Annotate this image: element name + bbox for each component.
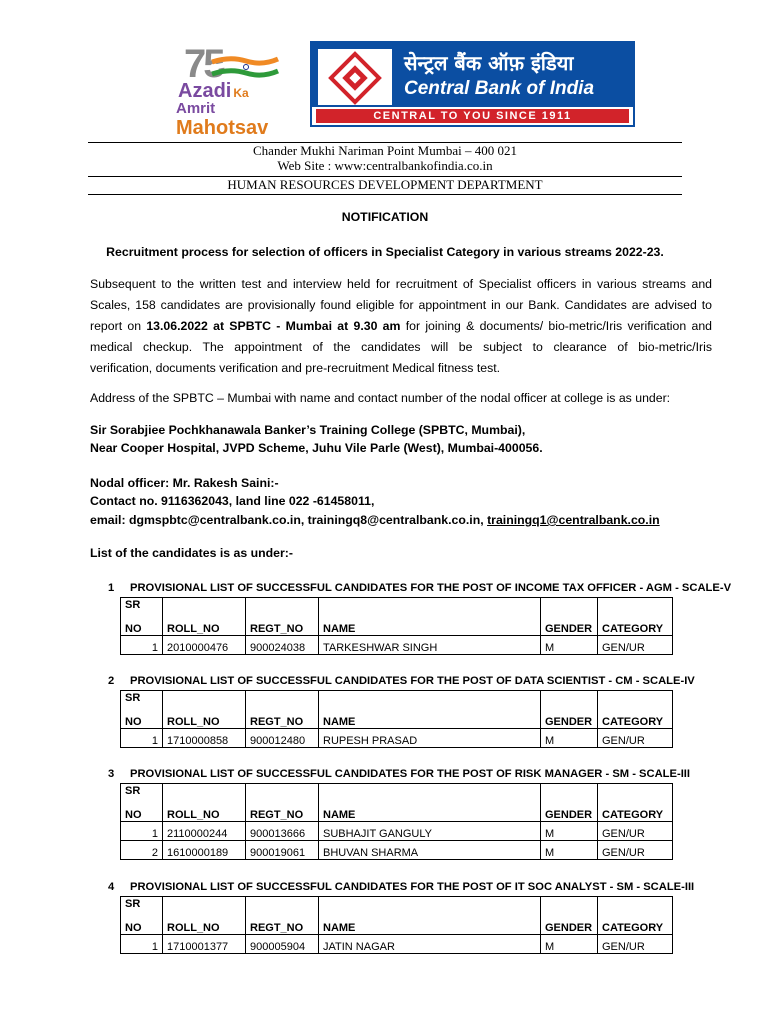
- col-name: NAME: [319, 617, 541, 636]
- col-regt: REGT_NO: [246, 710, 319, 729]
- table-row: 1 2010000476 900024038 TARKESHWAR SINGH M GEN/UR: [121, 636, 673, 655]
- col-roll: ROLL_NO: [163, 617, 246, 636]
- col-roll: ROLL_NO: [163, 916, 246, 935]
- para-line-1: Subsequent to the written test and interview held for recruitment of Specialist officers in various streams and: [90, 277, 712, 291]
- nodal-officer: Nodal officer: Mr. Rakesh Saini:-: [90, 476, 279, 490]
- bank-website: Web Site : www:centralbankofindia.co.in: [277, 158, 493, 173]
- col-gender: GENDER: [541, 617, 598, 636]
- department-title: HUMAN RESOURCES DEVELOPMENT DEPARTMENT: [227, 177, 543, 192]
- azadi-ka-amrit-mahotsav-logo: [172, 42, 307, 139]
- col-regt: REGT_NO: [246, 916, 319, 935]
- notification-title: NOTIFICATION: [341, 210, 429, 224]
- col-sr: NO: [121, 710, 163, 729]
- notification-paragraph: [90, 274, 712, 379]
- section-title: 1 PROVISIONAL LIST OF SUCCESSFUL CANDIDATES FOR THE POST OF INCOME TAX OFFICER - AGM - SCALE-V: [108, 582, 732, 594]
- col-sr: NO: [121, 617, 163, 636]
- col-sr: NO: [121, 803, 163, 822]
- col-category: CATEGORY: [598, 710, 673, 729]
- bank-address: Chander Mukhi Nariman Point Mumbai – 400 021: [253, 143, 517, 158]
- para-line-5: verification, documents verification and pre-recruitment Medical fitness test.: [90, 361, 501, 375]
- table-header-row: [121, 916, 673, 935]
- candidate-table: [120, 896, 673, 954]
- list-intro: List of the candidates is as under:-: [90, 546, 293, 560]
- col-roll: ROLL_NO: [163, 803, 246, 822]
- col-name: NAME: [319, 916, 541, 935]
- col-sr-top: SR: [121, 598, 163, 617]
- col-gender: GENDER: [541, 803, 598, 822]
- table-header-row: [121, 803, 673, 822]
- para-line-3: report on 13.06.2022 at SPBTC - Mumbai at 9.30 am for joining & documents/ bio-metric/Iris verification and: [90, 319, 712, 333]
- bank-name-hindi: सेन्ट्रल बैंक ऑफ़ इंडिया: [404, 51, 574, 75]
- table-header-row: [121, 710, 673, 729]
- azadi-number: 75: [184, 42, 223, 86]
- contact-numbers: Contact no. 9116362043, land line 022 -61458011,: [90, 494, 375, 508]
- central-bank-logo: [310, 41, 635, 127]
- table-row: 1 1710000858 900012480 RUPESH PRASAD M GEN/UR: [121, 729, 673, 748]
- table-row: 1 1710001377 900005904 JATIN NAGAR M GEN/UR: [121, 935, 673, 954]
- col-category: CATEGORY: [598, 803, 673, 822]
- table-header-row: [121, 617, 673, 636]
- section-title: 4 PROVISIONAL LIST OF SUCCESSFUL CANDIDATES FOR THE POST OF IT SOC ANALYST - SM - SCALE-III: [108, 881, 695, 893]
- col-category: CATEGORY: [598, 916, 673, 935]
- col-sr-top: SR: [121, 897, 163, 916]
- tagline: CENTRAL TO YOU SINCE 1911: [316, 109, 629, 123]
- col-regt: REGT_NO: [246, 617, 319, 636]
- col-sr-top: SR: [121, 784, 163, 803]
- col-category: CATEGORY: [598, 617, 673, 636]
- bank-name: Central Bank of India: [404, 78, 595, 99]
- col-gender: GENDER: [541, 916, 598, 935]
- section-title: 3 PROVISIONAL LIST OF SUCCESSFUL CANDIDATES FOR THE POST OF RISK MANAGER - SM - SCALE-III: [108, 768, 691, 780]
- col-roll: ROLL_NO: [163, 710, 246, 729]
- table-row: 2 1610000189 900019061 BHUVAN SHARMA M GEN/UR: [121, 841, 673, 860]
- candidate-table: [120, 690, 673, 748]
- col-name: NAME: [319, 803, 541, 822]
- candidate-table: [120, 597, 673, 655]
- col-gender: GENDER: [541, 710, 598, 729]
- candidate-table: [120, 783, 673, 860]
- col-sr: NO: [121, 916, 163, 935]
- table-row: 1 2110000244 900013666 SUBHAJIT GANGULY M GEN/UR: [121, 822, 673, 841]
- tagline-strip: [312, 105, 633, 125]
- col-sr-top: SR: [121, 691, 163, 710]
- para-line-2: Scales, 158 candidates are provisionally found eligible for appointment in our Bank. Candidates are advised to: [90, 298, 712, 312]
- reporting-date: 13.06.2022 at SPBTC - Mumbai at 9.30 am: [146, 319, 401, 333]
- notification-subject: Recruitment process for selection of officers in Specialist Category in various streams 2022-23.: [106, 245, 664, 259]
- para-line-4: medical checkup. The appointment of the candidates will be subject to clearance of bio-metric/Iris: [90, 340, 712, 354]
- college-address-line-2: Near Cooper Hospital, JVPD Scheme, Juhu Vile Parle (West), Mumbai-400056.: [90, 441, 543, 455]
- section-title: 2 PROVISIONAL LIST OF SUCCESSFUL CANDIDATES FOR THE POST OF DATA SCIENTIST - CM - SCALE-IV: [108, 675, 695, 687]
- email-addresses: email: dgmspbtc@centralbank.co.in, trainingq8@centralbank.co.in, trainingq1@centralbank.co.in: [90, 513, 660, 527]
- azadi-line-2: Amrit Mahotsav: [176, 100, 269, 139]
- address-intro: Address of the SPBTC – Mumbai with name and contact number of the nodal officer at college is as under:: [90, 391, 671, 405]
- col-name: NAME: [319, 710, 541, 729]
- email-link[interactable]: trainingq1@centralbank.co.in: [487, 513, 660, 527]
- bank-emblem-icon: [318, 49, 392, 107]
- col-regt: REGT_NO: [246, 803, 319, 822]
- tricolour-flag-icon: [210, 56, 280, 78]
- college-address-line-1: Sir Sorabjiee Pochkhanawala Banker’s Training College (SPBTC, Mumbai),: [90, 423, 526, 437]
- azadi-line-1: Azadi Ka: [178, 80, 249, 102]
- divider-bottom: [88, 194, 682, 195]
